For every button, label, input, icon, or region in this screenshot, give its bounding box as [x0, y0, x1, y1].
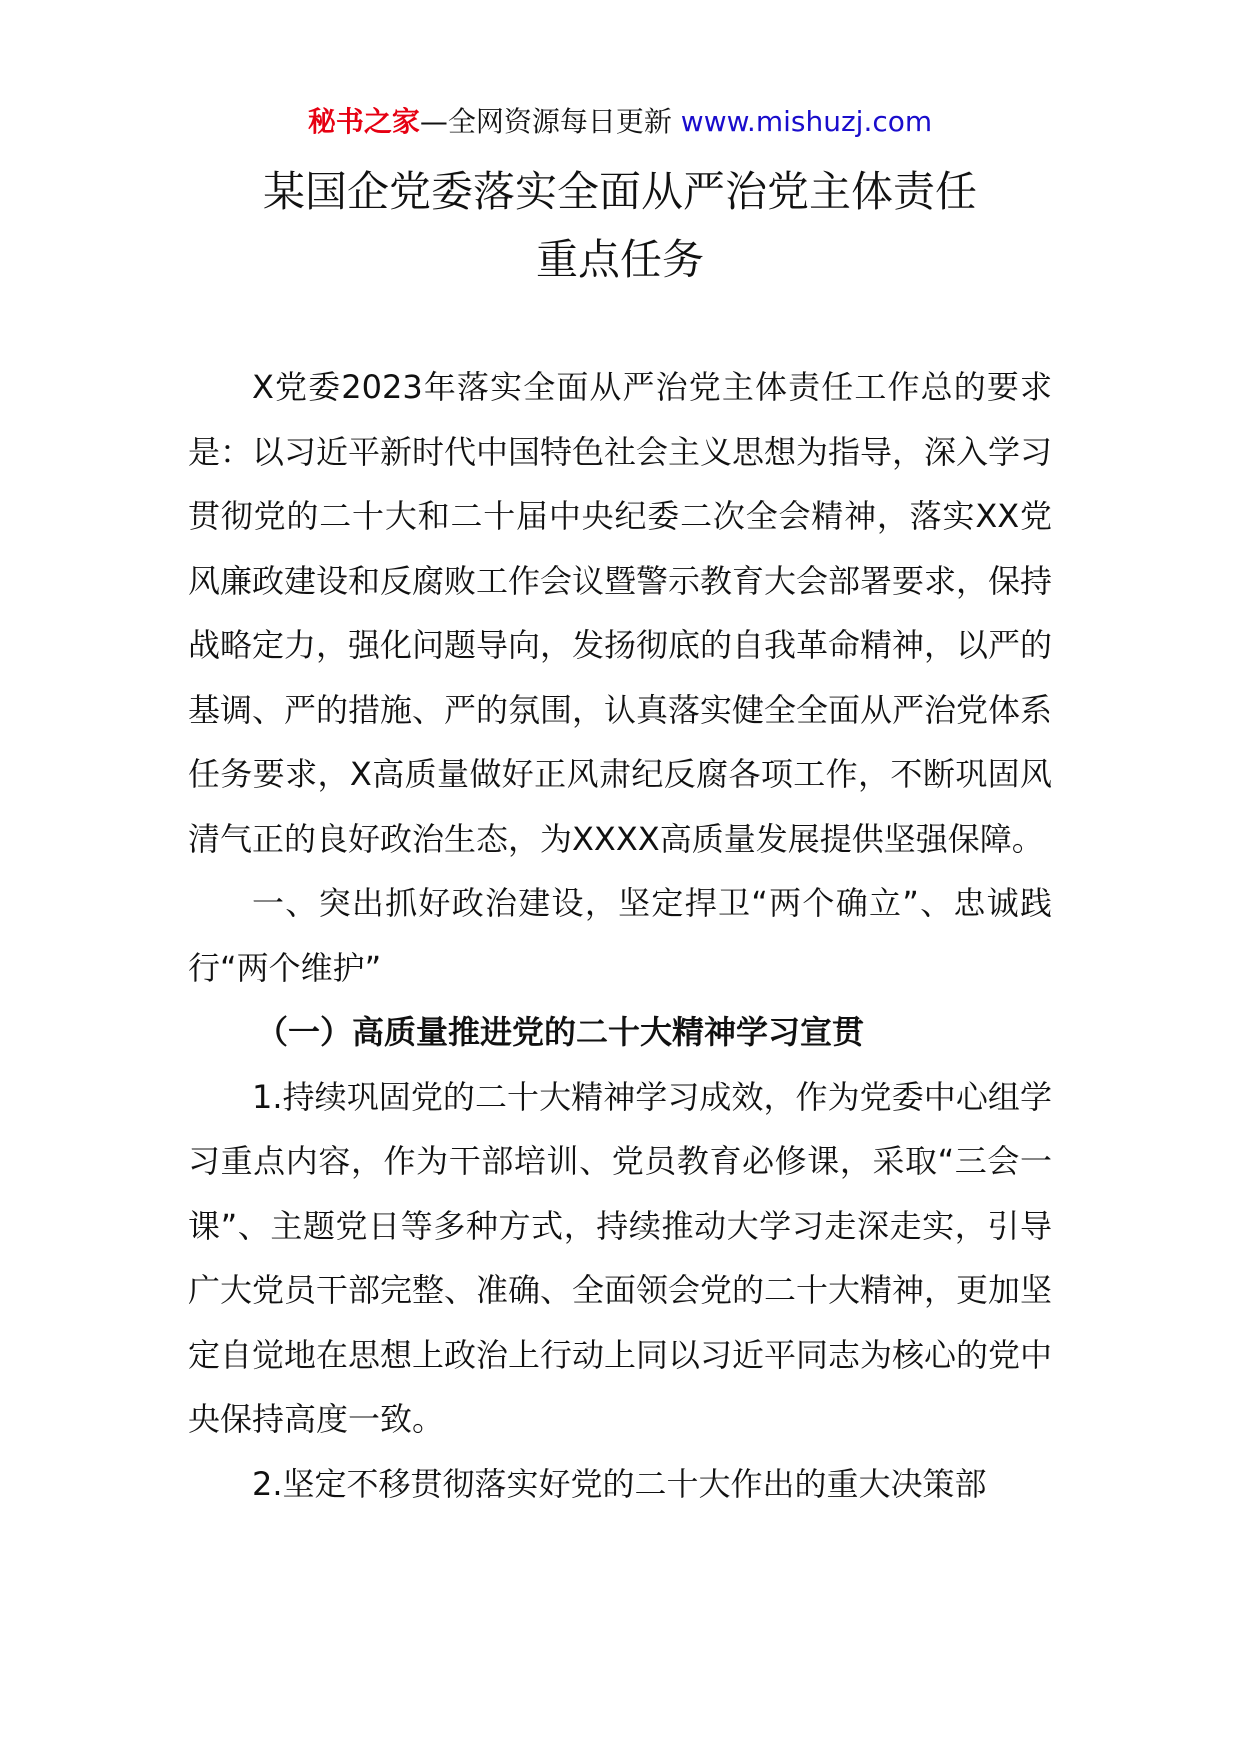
brand-name: 秘书之家: [307, 105, 420, 138]
header-banner: [0, 102, 1240, 142]
item-paragraph-2: 2.坚定不移贯彻落实好党的二十大作出的重大决策部: [252, 1464, 987, 1503]
document-body: [188, 355, 1052, 1516]
intro-paragraph: X党委2023年落实全面从严治党主体责任工作总的要求是：以习近平新时代中国特色社会主义思想为指导，深入学习贯彻党的二十大和二十届中央纪委二次全会精神，落实XX党风廉政建设和反腐败工作会议暨警示教育大会部署要求，保持战略定力，强化问题导向，发扬彻底的自我革命精神，以严的基调、严的措施、严的氛围，认真落实健全全面从严治党体系任务要求，X高质量做好正风肃纪反腐各项工作，不断巩固风清气正的良好政治生态，为XXXX高质量发展提供坚强保障。: [188, 368, 1053, 858]
item-paragraph-1: 1.持续巩固党的二十大精神学习成效，作为党委中心组学习重点内容，作为干部培训、党员教育必修课，采取“三会一课”、主题党日等多种方式，持续推动大学习走深走实，引导广大党员干部完整、准确、全面领会党的二十大精神，更加坚定自觉地在思想上政治上行动上同以习近平同志为核心的党中央保持高度一致。: [188, 1077, 1053, 1438]
subsection-heading-1: （一）高质量推进党的二十大精神学习宣贯: [256, 1013, 865, 1051]
site-url-link[interactable]: www.mishuzj.com: [680, 105, 933, 138]
section-heading-1: 一、突出抓好政治建设，坚定捍卫“两个确立”、忠诚践行“两个维护”: [188, 884, 1052, 987]
header-tagline: —全网资源每日更新: [419, 105, 672, 138]
document-title-line-2: 重点任务: [535, 235, 704, 284]
document-title-line-1: 某国企党委落实全面从严治党主体责任: [262, 167, 977, 216]
